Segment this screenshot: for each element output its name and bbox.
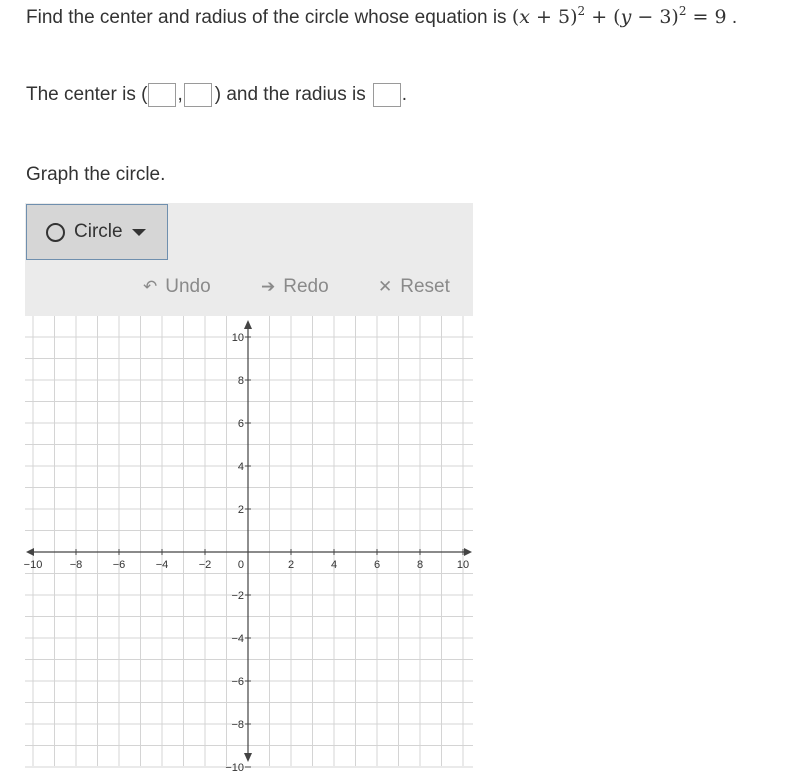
x-tick-label: −6 <box>112 559 126 571</box>
y-tick-label: 8 <box>237 375 244 387</box>
x-tick-label: −4 <box>155 559 169 571</box>
y-tick-label: −10 <box>225 762 244 774</box>
reset-label: Reset <box>400 276 450 297</box>
y-tick-label: 4 <box>237 461 244 473</box>
chevron-down-icon <box>132 229 146 236</box>
y-axis-up-arrow <box>244 320 252 329</box>
y-axis-down-arrow <box>244 753 252 762</box>
graph-toolbar <box>25 203 473 316</box>
close-icon: ✕ <box>378 277 393 296</box>
circle-tool-label: Circle <box>74 221 123 242</box>
y-tick-label: −8 <box>231 719 244 731</box>
circle-tool-button[interactable] <box>26 204 168 260</box>
undo-label: Undo <box>165 276 211 297</box>
center-prefix: The center is ( <box>26 84 148 105</box>
x-tick-label: 4 <box>330 559 338 571</box>
y-tick-label: −4 <box>231 633 244 645</box>
x-tick-label: 2 <box>287 559 295 571</box>
circle-icon <box>46 223 65 242</box>
redo-icon: ➔ <box>261 277 276 296</box>
undo-button[interactable] <box>143 276 211 298</box>
center-y-input[interactable] <box>184 83 212 107</box>
undo-icon: ↶ <box>143 277 158 296</box>
coordinate-plane[interactable] <box>23 316 473 774</box>
x-tick-label: 8 <box>416 559 424 571</box>
redo-button[interactable] <box>261 276 329 298</box>
x-tick-label: 10 <box>456 559 470 571</box>
question-text: Find the center and radius of the circle whose equation is $(x + 5)^2 + (y - 3)^2 = 9$ . <box>26 4 738 28</box>
comma: , <box>177 84 183 105</box>
y-tick-label: −2 <box>231 590 244 602</box>
y-tick-label: 6 <box>237 418 244 430</box>
center-suffix: ) and the radius is <box>214 84 366 105</box>
radius-input[interactable] <box>373 83 401 107</box>
period: . <box>401 84 408 105</box>
question-prefix: Find the center and radius of the circle whose equation is <box>26 7 507 28</box>
y-tick-label: −6 <box>231 676 244 688</box>
graph-instruction: Graph the circle. <box>26 164 166 185</box>
circle-equation: $(x + 5)^2 + (y - 3)^2 = 9$ <box>511 4 727 28</box>
y-tick-label: 10 <box>231 332 244 344</box>
redo-label: Redo <box>283 276 329 297</box>
origin-label: 0 <box>237 559 244 571</box>
x-tick-label: −10 <box>23 559 43 571</box>
reset-button[interactable] <box>378 276 450 298</box>
y-tick-label: 2 <box>237 504 244 516</box>
x-tick-label: −2 <box>198 559 212 571</box>
x-tick-label: 6 <box>373 559 381 571</box>
x-axis-right-arrow <box>464 548 472 556</box>
answer-line <box>26 83 407 107</box>
x-tick-label: −8 <box>69 559 83 571</box>
center-x-input[interactable] <box>148 83 176 107</box>
